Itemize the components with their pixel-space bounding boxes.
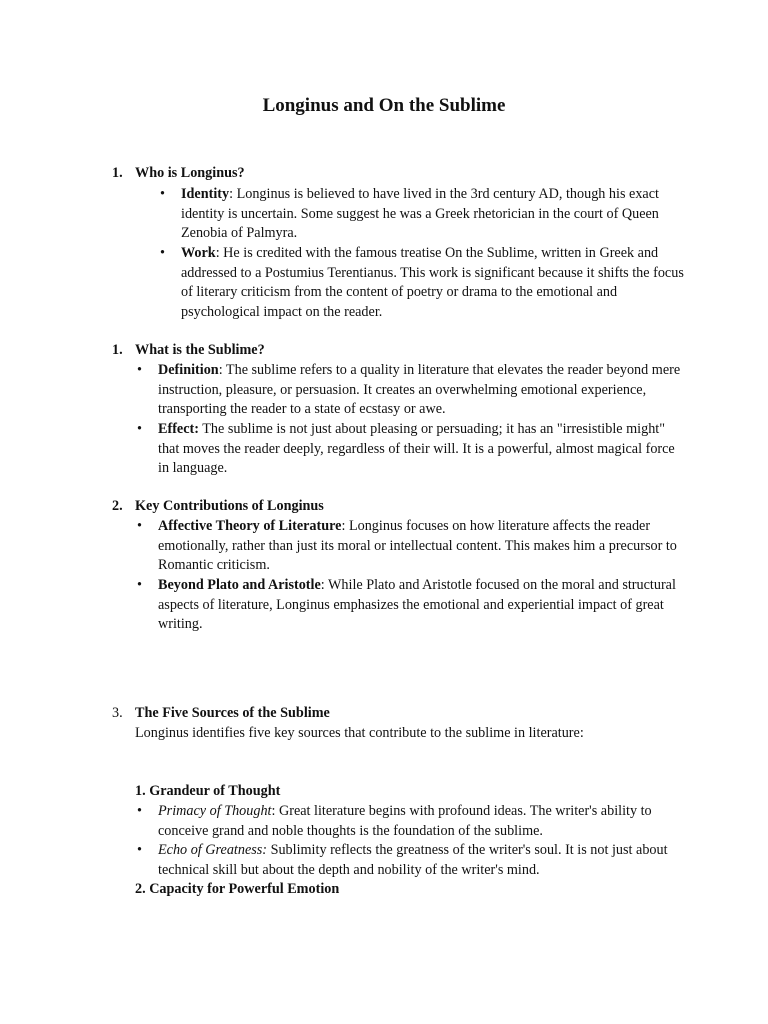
bullet-beyond-plato [137, 576, 688, 635]
bullet-term: Affective Theory of Literature [158, 518, 342, 534]
bullet-text: : Longinus is believed to have lived in the 3rd century AD, though his exact identity is uncertain. Some suggest he was a Greek rhetorician in the court of Queen Zenobia of Palmyra. [181, 186, 659, 241]
bullet-term: Beyond Plato and Aristotle [158, 577, 321, 593]
section-title: Key Contributions of Longinus [135, 498, 324, 514]
section-heading-five-sources [112, 704, 712, 724]
bullet-icon: • [137, 518, 142, 534]
bullet-icon: • [137, 421, 142, 437]
bullet-icon: • [160, 245, 165, 261]
bullet-text: : While Plato and Aristotle focused on the moral and structural aspects of literature, Longinus emphasizes the emotional and experiential impact of great writing. [158, 577, 676, 632]
section-heading-contributions [112, 497, 712, 517]
section-number: 1. [112, 165, 123, 181]
bullet-echo-of-greatness [137, 841, 688, 880]
bullet-term: Echo of Greatness: [158, 842, 268, 858]
section-heading-what [112, 341, 712, 361]
bullet-work [160, 244, 691, 322]
section-title: Who is Longinus? [135, 165, 245, 181]
section-number: 1. [112, 342, 123, 358]
bullet-term: Effect: [158, 421, 199, 437]
bullet-icon: • [137, 803, 142, 819]
bullet-text: : The sublime refers to a quality in literature that elevates the reader beyond mere instruction, pleasure, or persuasion. It creates an overwhelming emotional experience, transporting the reader to a state of ecstasy or awe. [158, 362, 681, 417]
bullet-term: Definition [158, 362, 219, 378]
bullet-text: The sublime is not just about pleasing or persuading; it has an "irresistible might" that moves the reader deeply, regardless of their will. It is a powerful, almost magical force in language. [158, 421, 675, 476]
bullet-primacy-of-thought [137, 802, 688, 841]
source-heading-emotion: 2. Capacity for Powerful Emotion [135, 881, 340, 897]
bullet-text: : Great literature begins with profound ideas. The writer's ability to conceive grand and noble thoughts is the foundation of the sublime. [158, 803, 652, 839]
bullet-text: : Longinus focuses on how literature affects the reader emotionally, rather than just its moral or intellectual content. This makes him a precursor to Romantic criticism. [158, 518, 677, 573]
page-title: Longinus and On the Sublime [262, 95, 506, 116]
bullet-affective-theory [137, 517, 688, 576]
bullet-term: Identity [181, 186, 230, 202]
bullet-icon: • [137, 842, 142, 858]
bullet-text: Sublimity reflects the greatness of the writer's soul. It is not just about technical skill but about the depth and nobility of the writer's mind. [158, 842, 668, 878]
bullet-term: Primacy of Thought [158, 803, 272, 819]
section-heading-who [112, 164, 712, 184]
source-heading-grandeur: 1. Grandeur of Thought [135, 783, 281, 799]
bullet-icon: • [137, 362, 142, 378]
bullet-icon: • [160, 186, 165, 202]
section-title: What is the Sublime? [135, 342, 265, 358]
bullet-effect [137, 420, 688, 479]
bullet-identity [160, 185, 691, 244]
five-sources-intro: Longinus identifies five key sources that contribute to the sublime in literature: [135, 725, 584, 741]
bullet-term: Work [181, 245, 216, 261]
section-number: 2. [112, 498, 123, 514]
bullet-definition [137, 361, 688, 420]
section-title: The Five Sources of the Sublime [135, 705, 330, 721]
bullet-icon: • [137, 577, 142, 593]
section-number: 3. [112, 705, 123, 721]
bullet-text: : He is credited with the famous treatise On the Sublime, written in Greek and addressed to a Postumius Terentianus. This work is significant because it shifts the focus of literary criticism from the content of poetry or drama to the emotional and psychological impact on the reader. [181, 245, 684, 320]
